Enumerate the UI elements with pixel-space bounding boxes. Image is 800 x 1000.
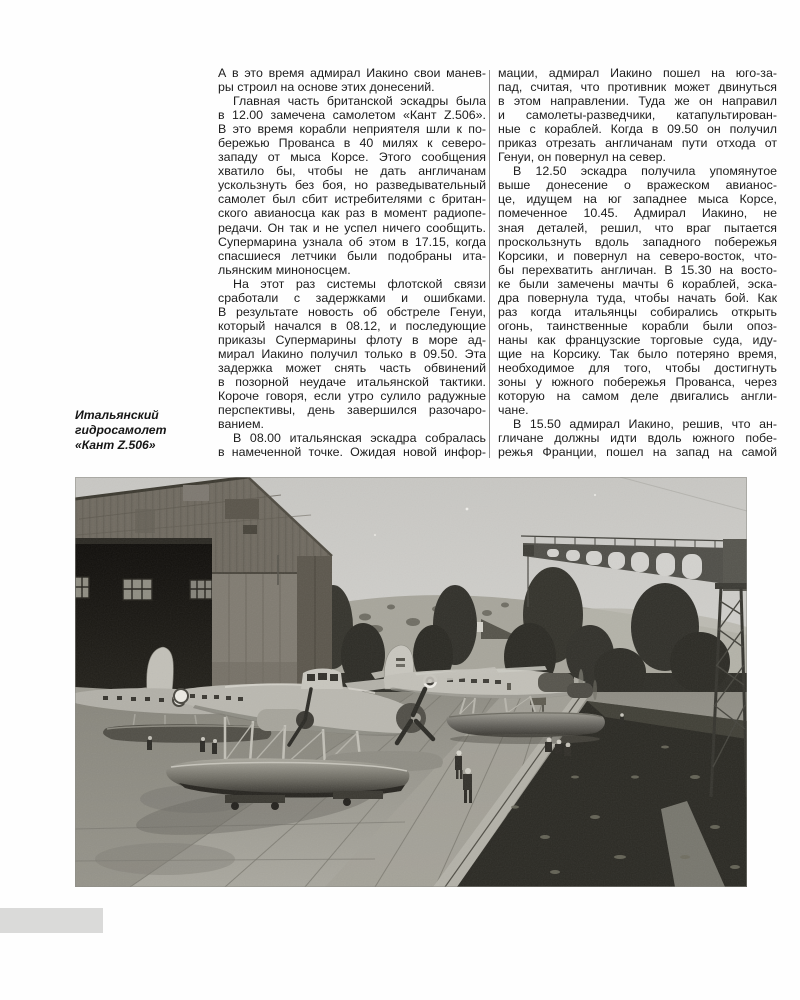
text-line: ры строил на основе этих донесений.: [218, 80, 435, 95]
text-line: западу от мыса Корсе. Этого сообщения: [218, 150, 486, 165]
text-line: Главная часть британской эскадры была: [233, 94, 486, 109]
text-line: ные с кораблей. Когда в 09.50 он получил: [498, 122, 777, 137]
text-line: задержка может снять часть обвинений: [218, 360, 486, 375]
text-line: в этом направлении. Туда же он направил: [498, 94, 777, 109]
text-line: мации, адмирал Иакино пошел на юго-за-: [498, 66, 777, 80]
text-column-right: [498, 66, 777, 459]
text-line: который начался в 08.12, и последующие: [218, 318, 486, 333]
text-line: льянским миноносцем.: [218, 262, 351, 277]
text-line: необходимое для того, чтобы достигнуть: [498, 360, 777, 375]
text-line: це, идущем на юг западнее мыса Корсе,: [498, 192, 777, 207]
text-line: В это время корабли неприятеля шли к по-: [218, 122, 486, 137]
page-number-bar: [0, 908, 103, 933]
text-line: редачи. Он так и не успел ничего сообщить.: [218, 220, 486, 235]
text-line: режья Франции, пошел на запад на самой: [498, 445, 777, 460]
text-line: приказы Супермарины флоту в море ад-: [218, 332, 486, 347]
text-line: наны как французские торговые суда, иду-: [498, 332, 777, 347]
text-line: щие на Корсику. Так было потеряно время,: [498, 346, 777, 361]
caption-line: гидросамолет: [75, 423, 167, 437]
text-line: спасшиеся летчики были подобраны ита-: [218, 248, 486, 263]
text-line: ке были замечены мачты 6 кораблей, эска-: [498, 276, 777, 291]
text-line: Корсики, и повернул на северо-восток, что-: [498, 248, 777, 263]
text-line: в 12.00 замечена самолетом «Кант Z.506».: [218, 108, 486, 123]
text-line: чане.: [498, 403, 529, 418]
text-column-left: [218, 66, 486, 459]
text-line: помеченное 10.45. Адмирал Иакино, не: [498, 206, 777, 221]
text-line: ускользнуть без боя, но разведывательный: [218, 178, 486, 193]
text-line: В 15.50 адмирал Иакино, решив, что ан-: [513, 417, 777, 432]
text-line: самолет был сбит истребителями с британ-: [218, 192, 486, 207]
text-line: мирал Иакино получил только в 09.50. Эта: [218, 346, 486, 361]
photo-caption: [75, 408, 225, 453]
text-line: бережью Прованса в 40 милях к северо-: [218, 136, 486, 151]
text-line: В 12.50 эскадра получила упомянутое: [513, 164, 777, 179]
text-line: Короче говоря, если утро сулило радужные: [218, 389, 486, 404]
text-line: В 08.00 итальянская эскадра собралась: [233, 431, 486, 446]
column-divider-rule: [489, 70, 490, 458]
caption-line: Итальянский: [75, 408, 159, 422]
text-line: На этот раз системы флотской связи: [233, 276, 486, 291]
text-line: Генуи, он повернул на север.: [498, 150, 666, 165]
text-line: Супермарина узнала об этом в 17.15, когда: [218, 234, 486, 249]
text-line: проскользнуть вдоль западного побережья: [498, 234, 777, 249]
text-line: зная деталей, решил, что враг пытается: [498, 220, 777, 235]
text-line: приказ отрезать англичанам пути отхода от: [498, 136, 777, 151]
text-line: сработали с задержками и ошибками.: [218, 290, 486, 305]
text-line: хватило бы, чтобы не дать англичанам: [218, 164, 486, 179]
caption-line: «Кант Z.506»: [75, 438, 156, 452]
photo-cant-z506: [75, 477, 747, 887]
text-line: которую на самом деле двигались англи-: [498, 389, 777, 404]
text-line: В результате новость об обстреле Генуи,: [218, 304, 486, 319]
text-line: зоны у южного побережья Прованса, через: [498, 375, 777, 390]
text-line: бы перехватить англичан. В 15.30 на восто-: [498, 262, 777, 277]
text-line: гличане должны идти вдоль южного побе-: [498, 431, 777, 446]
text-line: выше донесение о вражеском авианос-: [498, 178, 777, 193]
text-line: и самолеты-разведчики, катапультирован-: [498, 108, 777, 123]
text-line: в намеченной точке. Ожидая новой инфор-: [218, 445, 486, 460]
text-line: перспективы, день завершился разочаро-: [218, 403, 486, 418]
text-line: в позорной неудаче итальянской тактики.: [218, 375, 486, 390]
text-line: раз когда итальянцы собирались открыть: [498, 304, 777, 319]
text-line: дра повернула туда, чтобы начать бой. Как: [498, 290, 777, 305]
text-line: огонь, таинственные корабли были опоз-: [498, 318, 777, 333]
text-line: ского авианосца как раз в момент радиопе-: [218, 206, 486, 221]
text-line: ванием.: [218, 417, 264, 432]
text-line: А в это время адмирал Иакино свои манев-: [218, 66, 486, 80]
text-line: пад, считая, что противник может двинуться: [498, 80, 777, 95]
